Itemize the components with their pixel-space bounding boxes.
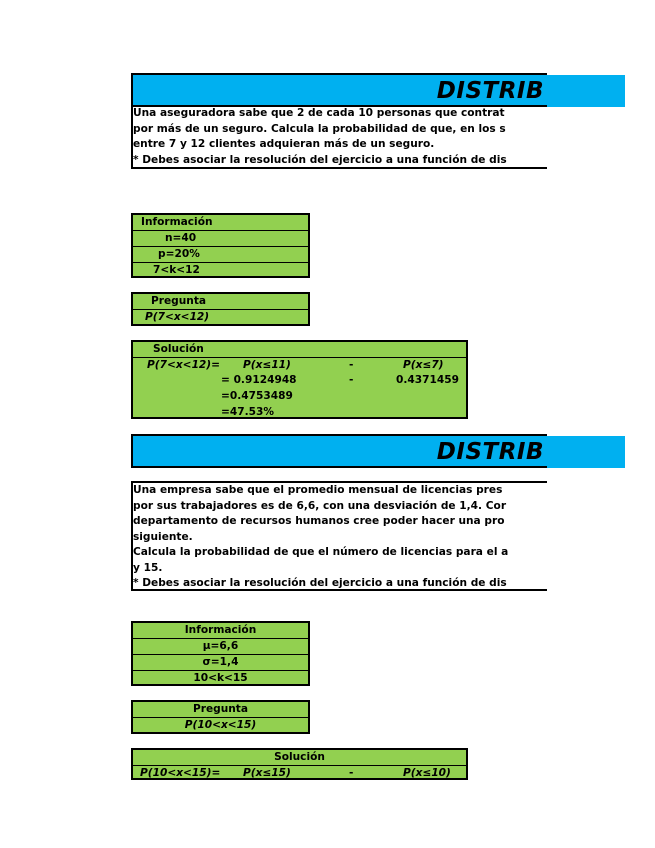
info-header: Información [184, 624, 257, 636]
problem-line: por más de un seguro. Calcula la probabilidad de que, en los s [133, 122, 506, 135]
solution-minus: - [349, 767, 354, 779]
question-row [133, 718, 308, 734]
info-row [133, 639, 308, 655]
info-row [133, 671, 308, 687]
problem-bottom-border [131, 167, 547, 169]
info-row [133, 263, 308, 279]
solution-term2: P(x≤7) [403, 359, 444, 371]
question-header: Pregunta [151, 295, 207, 307]
solution-values-row [133, 373, 466, 389]
solution-minus: - [349, 359, 354, 371]
problem-line: entre 7 y 12 clientes adquieran más de un seguro. [133, 138, 435, 150]
problem-line: Calcula la probabilidad de que el número de licencias para el a [133, 546, 509, 558]
solution-percent: =47.53% [221, 406, 274, 418]
solution-term1: P(x≤11) [243, 359, 291, 371]
solution-percent-row [133, 405, 466, 421]
question-table [131, 700, 310, 734]
solution-header: Solución [153, 343, 204, 355]
solution-val2: 0.4371459 [396, 374, 459, 386]
problem-statement [133, 106, 547, 168]
info-value: μ=6,6 [202, 640, 239, 652]
solution-header-row [133, 750, 466, 766]
info-table [131, 213, 310, 278]
solution-header-row [133, 342, 466, 357]
info-header: Información [141, 216, 213, 228]
solution-lhs: P(10<x<15)= [140, 767, 221, 779]
question-value: P(10<x<15) [184, 719, 257, 731]
problem-line: * Debes asociar la resolución del ejercicio a una función de dis [133, 577, 507, 589]
section-title: DISTRIB [436, 439, 544, 465]
solution-val1: = 0.9124948 [221, 374, 297, 386]
info-value: 10<k<15 [193, 672, 248, 684]
problem-line: Una empresa sabe que el promedio mensual de licencias pres [133, 484, 503, 496]
info-row [133, 231, 308, 247]
solution-lhs: P(7<x<12)= [147, 359, 221, 371]
info-row [133, 247, 308, 263]
solution-term1: P(x≤15) [243, 767, 291, 779]
solution-val-minus: - [349, 374, 354, 386]
problem-line: siguiente. [133, 530, 193, 543]
question-header-row [133, 294, 308, 310]
info-value: p=20% [158, 248, 200, 260]
problem-line: y 15. [133, 561, 163, 574]
solution-diff: =0.4753489 [221, 390, 293, 402]
info-table [131, 621, 310, 686]
info-value: σ=1,4 [202, 656, 239, 668]
solution-table [131, 340, 468, 419]
solution-term2: P(x≤10) [403, 767, 451, 779]
solution-formula-row [133, 357, 466, 373]
solution-diff-row [133, 389, 466, 405]
info-header-row [133, 623, 308, 639]
solution-header: Solución [274, 751, 325, 763]
info-value: n=40 [165, 232, 197, 244]
question-row [133, 310, 308, 326]
info-value: 7<k<12 [153, 264, 200, 276]
banner-bottom-border [131, 466, 547, 468]
info-header-row [133, 215, 308, 231]
problem-line: por sus trabajadores es de 6,6, con una desviación de 1,4. Cor [133, 499, 507, 512]
question-table [131, 292, 310, 326]
question-header-row [133, 702, 308, 718]
problem-line: * Debes asociar la resolución del ejercicio a una función de dis [133, 153, 507, 166]
problem-line: Una aseguradora sabe que 2 de cada 10 personas que contrat [133, 107, 505, 119]
question-header: Pregunta [192, 703, 249, 715]
section-title: DISTRIB [436, 78, 544, 104]
question-value: P(7<x<12) [145, 311, 210, 323]
problem-bottom-border [131, 589, 547, 591]
solution-formula-row [133, 766, 466, 782]
problem-line: departamento de recursos humanos cree poder hacer una pro [133, 515, 505, 527]
solution-table [131, 748, 468, 780]
info-row [133, 655, 308, 671]
problem-statement [133, 483, 547, 592]
